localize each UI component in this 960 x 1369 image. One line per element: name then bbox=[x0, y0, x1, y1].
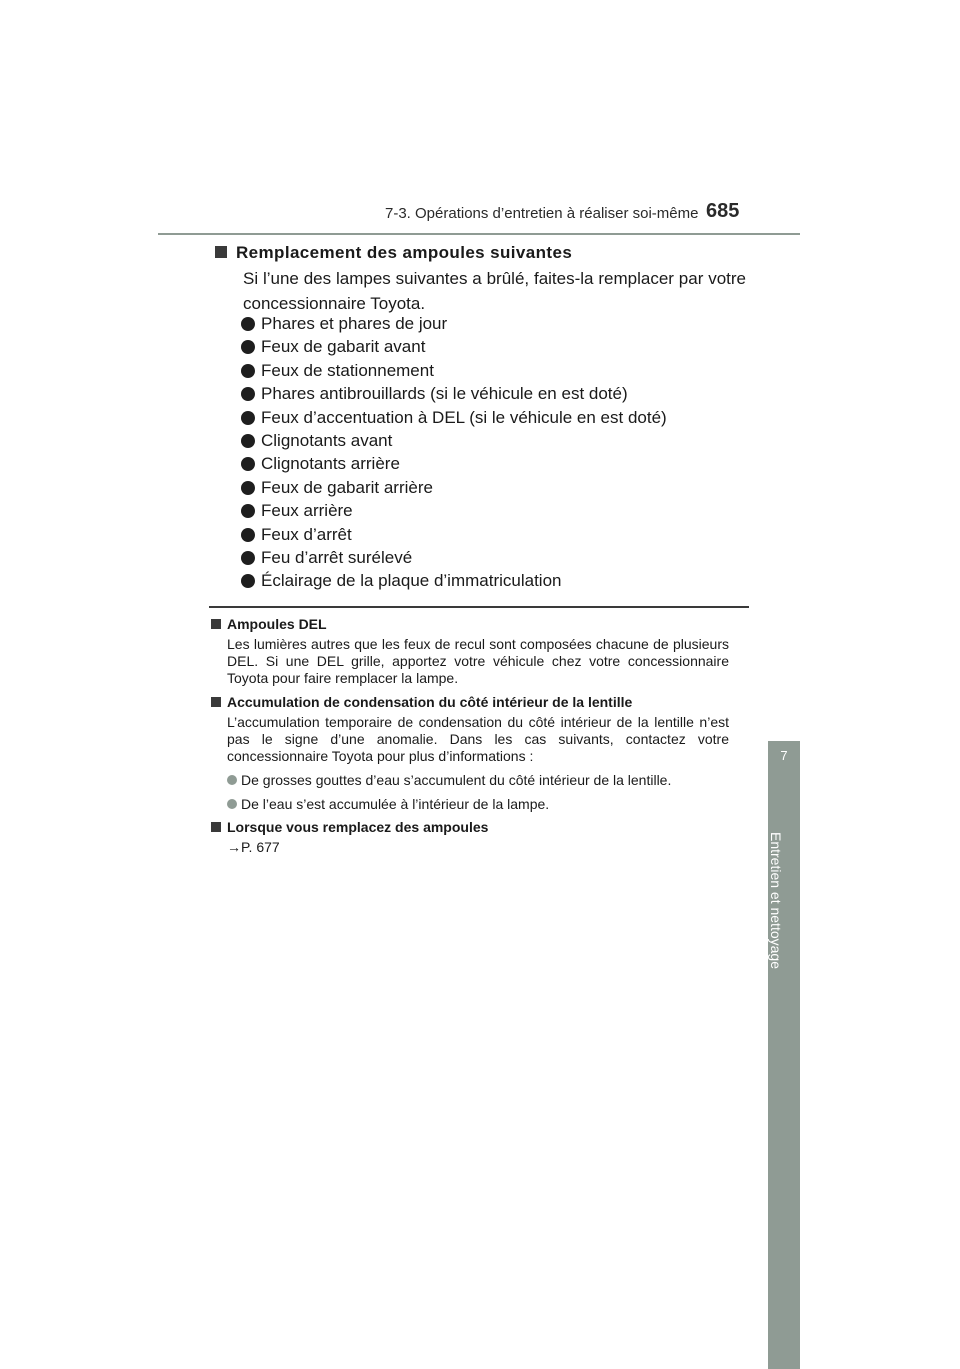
section-title: 7-3. Opérations d’entretien à réaliser soi-même bbox=[385, 205, 699, 222]
header-divider bbox=[158, 233, 800, 235]
bullet-dot-icon bbox=[241, 317, 255, 331]
bullet-dot-icon bbox=[227, 775, 237, 785]
bullet-dot-icon bbox=[241, 551, 255, 565]
section-heading-text: Remplacement des ampoules suivantes bbox=[236, 243, 573, 262]
bullet-dot-icon bbox=[241, 528, 255, 542]
bulb-list bbox=[241, 312, 667, 593]
list-item: Phares et phares de jour bbox=[241, 312, 667, 335]
bullet-dot-icon bbox=[241, 387, 255, 401]
bullet-dot-icon bbox=[241, 364, 255, 378]
list-item: Feux arrière bbox=[241, 499, 667, 522]
page-reference-link[interactable]: →P. 677 bbox=[227, 839, 280, 855]
bullet-dot-icon bbox=[241, 574, 255, 588]
bullet-dot-icon bbox=[241, 340, 255, 354]
list-item: De l’eau s’est accumulée à l’intérieur de la lampe. bbox=[227, 796, 549, 812]
list-item: Feux de gabarit avant bbox=[241, 335, 667, 358]
note-body-condensation: L’accumulation temporaire de condensation du côté intérieur de la lentille n’est pas le signe d’une anomalie. Dans les cas suivants, contactez votre concessionnaire Toyota pour plus d’informations : bbox=[227, 714, 729, 764]
list-item: Clignotants avant bbox=[241, 429, 667, 452]
bullet-dot-icon bbox=[241, 434, 255, 448]
note-heading-led: Ampoules DEL bbox=[211, 616, 327, 632]
list-item: Phares antibrouillards (si le véhicule en est doté) bbox=[241, 382, 667, 405]
bullet-dot-icon bbox=[241, 457, 255, 471]
list-item: Feu d’arrêt surélevé bbox=[241, 546, 667, 569]
chapter-label: Entretien et nettoyage bbox=[768, 832, 784, 969]
list-item: Feux d’arrêt bbox=[241, 523, 667, 546]
bullet-dot-icon bbox=[241, 481, 255, 495]
list-item: Feux d’accentuation à DEL (si le véhicule en est doté) bbox=[241, 406, 667, 429]
note-heading-replace: Lorsque vous remplacez des ampoules bbox=[211, 819, 488, 835]
notes-divider bbox=[209, 606, 749, 608]
bullet-dot-icon bbox=[227, 799, 237, 809]
bullet-dot-icon bbox=[241, 411, 255, 425]
section-intro: Si l’une des lampes suivantes a brûlé, faites-la remplacer par votre concessionnaire Toyota. bbox=[243, 269, 746, 313]
page-number: 685 bbox=[706, 200, 740, 222]
list-item: De grosses gouttes d’eau s’accumulent du côté intérieur de la lentille. bbox=[227, 772, 671, 788]
list-item: Clignotants arrière bbox=[241, 452, 667, 475]
square-bullet-icon bbox=[211, 619, 221, 629]
section-heading bbox=[215, 243, 572, 263]
square-bullet-icon bbox=[211, 822, 221, 832]
chapter-number: 7 bbox=[780, 748, 788, 763]
list-item: Feux de gabarit arrière bbox=[241, 476, 667, 499]
note-body-led: Les lumières autres que les feux de recul sont composées chacune de plusieurs DEL. Si une DEL grille, apportez votre véhicule chez votre concessionnaire Toyota pour faire remplacer la lampe. bbox=[227, 636, 729, 686]
note-heading-condensation: Accumulation de condensation du côté intérieur de la lentille bbox=[211, 694, 632, 710]
list-item: Feux de stationnement bbox=[241, 359, 667, 382]
square-bullet-icon bbox=[215, 246, 227, 258]
square-bullet-icon bbox=[211, 697, 221, 707]
bullet-dot-icon bbox=[241, 504, 255, 518]
list-item: Éclairage de la plaque d’immatriculation bbox=[241, 569, 667, 592]
